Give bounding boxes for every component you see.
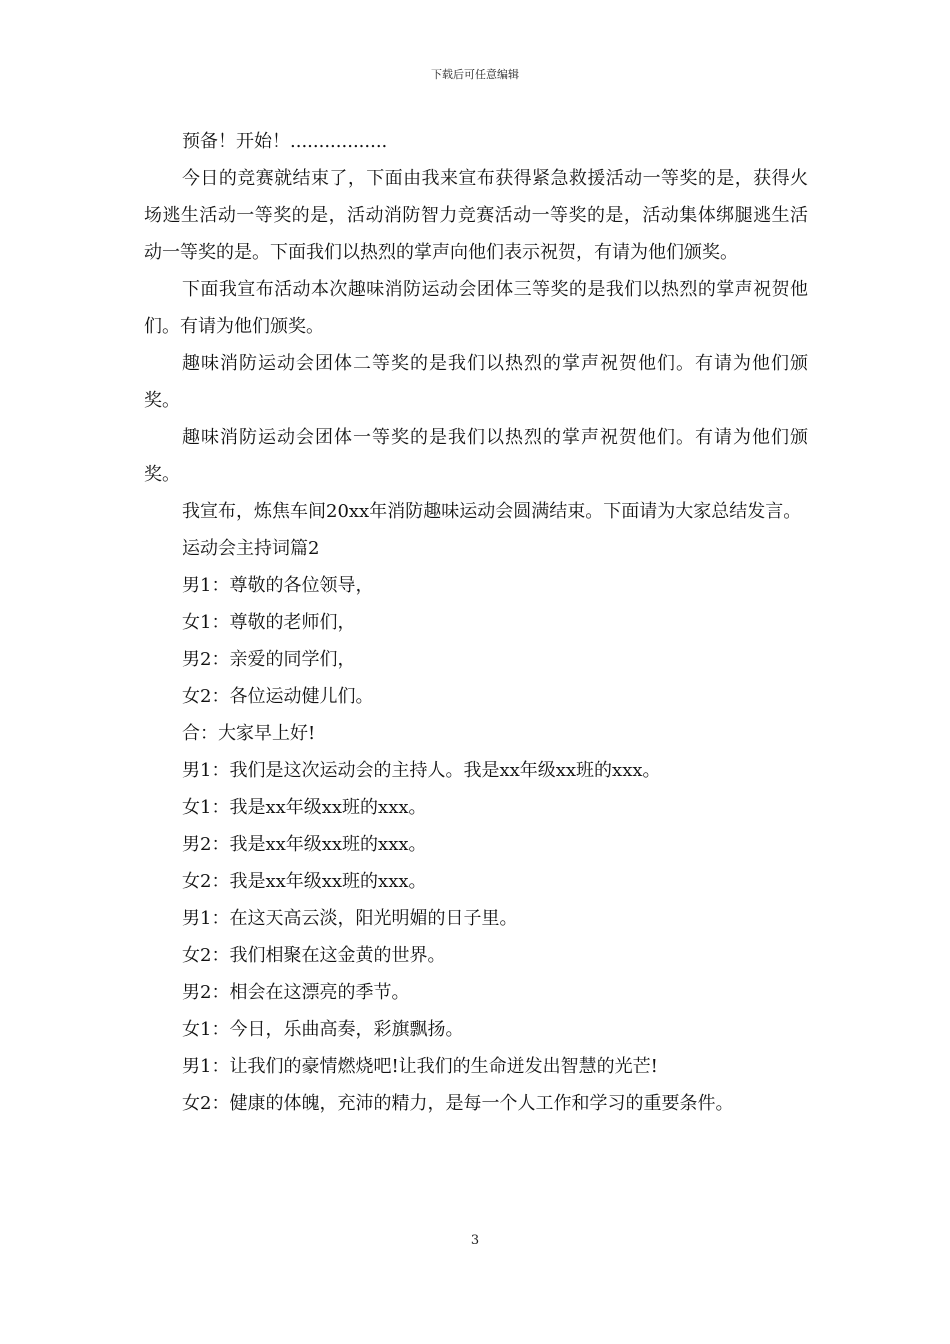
dialogue-line: 男2：相会在这漂亮的季节。 (182, 982, 410, 1003)
dialogue-line: 女2：我是xx年级xx班的xxx。 (182, 871, 427, 892)
dialogue-line: 男2：亲爱的同学们， (182, 649, 356, 670)
section-title: 运动会主持词篇2 (182, 538, 320, 559)
paragraph-first-prize: 趣味消防运动会团体一等奖的是我们以热烈的掌声祝贺他们。有请为他们颁奖。 (144, 427, 808, 485)
dialogue-line: 男1：我们是这次运动会的主持人。我是xx年级xx班的xxx。 (182, 760, 661, 781)
page-header: 下载后可任意编辑 (431, 68, 519, 81)
dialogue-line: 男1：尊敬的各位领导， (182, 575, 374, 596)
dialogue-line: 男1：让我们的豪情燃烧吧!让我们的生命迸发出智慧的光芒! (182, 1056, 658, 1077)
page-number: 3 (470, 1233, 480, 1248)
dialogue-line: 女1：我是xx年级xx班的xxx。 (182, 797, 427, 818)
document-body (144, 123, 808, 1122)
dialogue-line: 女2：健康的体魄，充沛的精力，是每一个人工作和学习的重要条件。 (182, 1093, 734, 1114)
paragraph-third-prize: 下面我宣布活动本次趣味消防运动会团体三等奖的是我们以热烈的掌声祝贺他们。有请为他们颁奖。 (144, 279, 808, 337)
dialogue-line: 男1：在这天高云淡，阳光明媚的日子里。 (182, 908, 518, 929)
paragraph-competition-results: 今日的竞赛就结束了，下面由我来宣布获得紧急救援活动一等奖的是，获得火场逃生活动一等奖的是，活动消防智力竞赛活动一等奖的是，活动集体绑腿逃生活动一等奖的是。下面我们以热烈的掌声向他们表示祝贺，有请为他们颁奖。 (144, 168, 808, 263)
dialogue-line: 女2：各位运动健儿们。 (182, 686, 374, 707)
dialogue-line: 男2：我是xx年级xx班的xxx。 (182, 834, 427, 855)
dialogue-line: 合：大家早上好! (182, 723, 316, 744)
paragraph-second-prize: 趣味消防运动会团体二等奖的是我们以热烈的掌声祝贺他们。有请为他们颁奖。 (144, 353, 808, 411)
dialogue-line: 女1：今日，乐曲高奏，彩旗飘扬。 (182, 1019, 464, 1040)
dialogue-line: 女2：我们相聚在这金黄的世界。 (182, 945, 446, 966)
paragraph-ready-start: 预备！开始！................. (182, 131, 388, 152)
paragraph-closing-announcement: 我宣布，炼焦车间20xx年消防趣味运动会圆满结束。下面请为大家总结发言。 (182, 501, 802, 522)
dialogue-line: 女1：尊敬的老师们， (182, 612, 356, 633)
